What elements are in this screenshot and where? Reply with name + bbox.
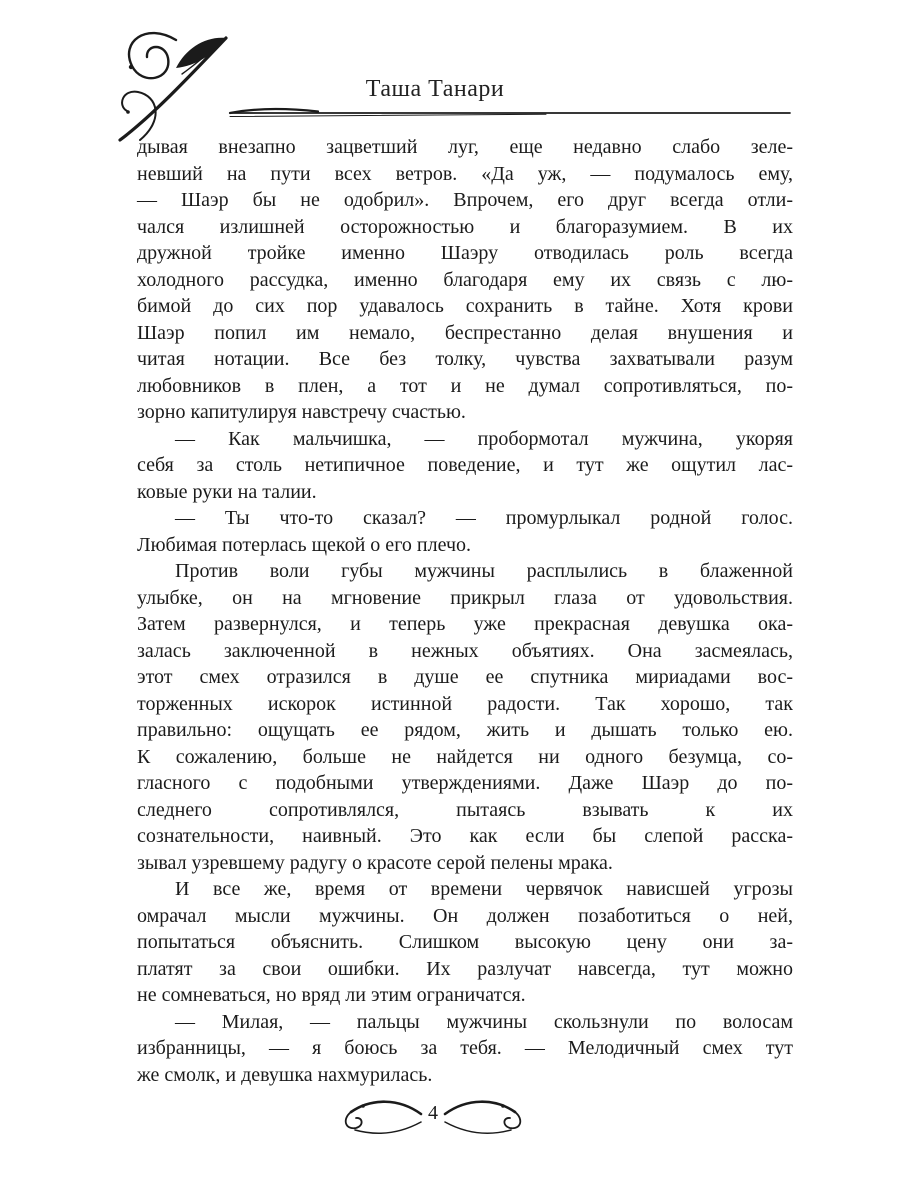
text-line: платят за свои ошибки. Их разлучат навсегда, тут можно	[137, 957, 793, 980]
paragraph	[137, 876, 793, 1009]
text-line: читая нотации. Все без толку, чувства захватывали разум	[137, 348, 793, 370]
text-line: Любимая потерлась щекой о его плечо.	[137, 533, 472, 556]
text-line: — Как мальчишка, — пробормотал мужчина, укоряя	[175, 427, 793, 450]
text-line: любовников в плен, а тот и не думал сопротивляться, по-	[137, 374, 793, 397]
text-line: дружной тройке именно Шаэру отводилась роль всегда	[137, 242, 793, 264]
text-line: К сожалению, больше не найдется ни одного безумца, со-	[137, 745, 793, 768]
body-text	[137, 134, 793, 1088]
text-line: — Шаэр бы не одобрил». Впрочем, его друг всегда отли-	[137, 189, 793, 211]
text-line: попытаться объяснить. Слишком высокую цену они за-	[137, 931, 793, 953]
text-line: следнего сопротивлялся, пытаясь взывать к их	[137, 798, 793, 821]
text-line: сознательности, наивный. Это как если бы слепой расска-	[137, 825, 793, 847]
text-line: Против воли губы мужчины расплылись в блаженной	[175, 560, 793, 582]
text-line: Затем развернулся, и теперь уже прекрасная девушка ока-	[137, 613, 793, 635]
text-line: бимой до сих пор удавалось сохранить в тайне. Хотя крови	[137, 295, 793, 317]
paragraph	[137, 558, 793, 876]
text-line: не сомневаться, но вряд ли этим ограничатся.	[137, 984, 526, 1006]
text-line: зывал узревшему радугу о красоте серой пелены мрака.	[137, 851, 613, 874]
text-line: улыбке, он на мгновение прикрыл глаза от удовольствия.	[137, 586, 793, 609]
paragraph	[137, 1009, 793, 1089]
text-line: чался излишней осторожностью и благоразумием. В их	[137, 215, 793, 238]
author-title: Таша Танари	[365, 76, 505, 102]
text-line: торженных искорок истинной радости. Так хорошо, так	[137, 692, 793, 715]
paragraph	[137, 426, 793, 506]
text-line: себя за столь нетипичное поведение, и тут же ощутил лас-	[137, 454, 793, 476]
page-number: 4	[428, 1102, 438, 1124]
text-line: дывая внезапно зацветший луг, еще недавно слабо зеле-	[137, 136, 793, 158]
text-line: залась заключенной в нежных объятиях. Она засмеялась,	[137, 639, 793, 662]
text-line: омрачал мысли мужчины. Он должен позаботиться о ней,	[137, 904, 793, 927]
text-line: невший на пути всех ветров. «Да уж, — подумалось ему,	[137, 162, 793, 185]
text-line: правильно: ощущать ее рядом, жить и дышать только ею.	[137, 719, 793, 741]
paragraph	[137, 134, 793, 426]
text-line: И все же, время от времени червячок нависшей угрозы	[175, 878, 793, 900]
text-line: — Ты что-то сказал? — промурлыкал родной голос.	[175, 507, 793, 529]
text-line: этот смех отразился в душе ее спутника мириадами вос-	[137, 666, 793, 688]
text-line: холодного рассудка, именно благодаря ему их связь с лю-	[137, 268, 793, 291]
text-line: избранницы, — я боюсь за тебя. — Мелодичный смех тут	[137, 1037, 793, 1059]
paragraph	[137, 505, 793, 558]
text-line: гласного с подобными утверждениями. Даже Шаэр до по-	[137, 772, 793, 794]
header-rule	[226, 102, 796, 122]
text-line: ковые руки на талии.	[137, 480, 317, 503]
text-line: же смолк, и девушка нахмурилась.	[137, 1063, 433, 1086]
text-line: — Милая, — пальцы мужчины скользнули по волосам	[175, 1010, 793, 1033]
text-line: Шаэр попил им немало, беспрестанно делая внушения и	[137, 321, 793, 344]
text-line: зорно капитулируя навстречу счастью.	[137, 401, 466, 423]
